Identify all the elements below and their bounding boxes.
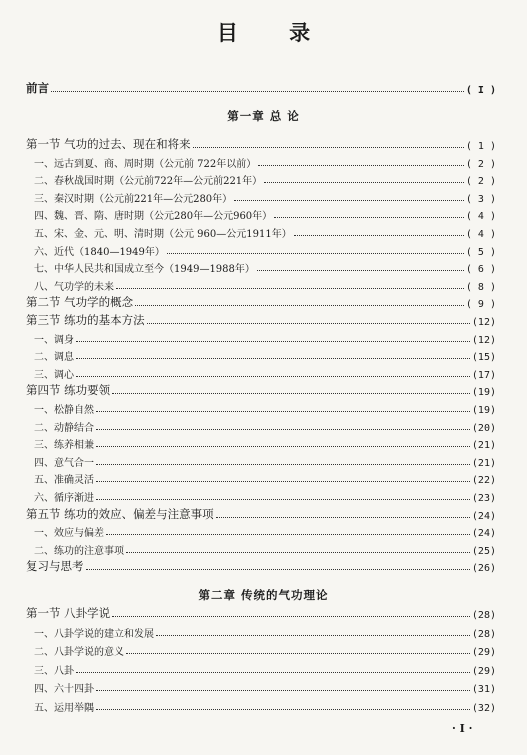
leader-dots (96, 411, 470, 412)
leader-dots (76, 672, 470, 673)
toc-entry-page: (19) (471, 405, 496, 416)
toc-entry[interactable] (34, 347, 496, 363)
toc-entry[interactable] (34, 435, 496, 451)
leader-dots (96, 690, 470, 691)
toc-entry-page: ( 9 ) (465, 299, 496, 311)
toc-entry-page: ( 5 ) (465, 246, 496, 258)
toc-entry-label: 八、气功学的未来 (34, 281, 114, 293)
toc-entry[interactable] (34, 679, 496, 695)
toc-entry-page: ( 8 ) (465, 281, 496, 293)
leader-dots (96, 464, 470, 465)
leader-dots (96, 429, 470, 430)
toc-entry-label: 四、魏、晋、隋、唐时期（公元280年—公元960年） (34, 211, 273, 223)
page-number: · Ⅰ · (452, 722, 473, 735)
leader-dots (106, 534, 470, 535)
toc-entry[interactable] (34, 206, 496, 222)
toc-entry-label: 一、调身 (34, 334, 74, 346)
leader-dots (96, 709, 470, 710)
toc-entry-label: 一、松静自然 (34, 405, 94, 416)
toc-entry-page: ( 2 ) (465, 158, 496, 170)
leader-dots (76, 341, 470, 342)
leader-dots (294, 235, 464, 236)
toc-entry-label: 第四节 练功要领 (26, 383, 111, 398)
toc-entry[interactable] (26, 558, 496, 574)
toc-entry[interactable] (34, 523, 496, 539)
leader-dots (126, 653, 470, 654)
toc-entry-label: 第二节 气功学的概念 (26, 295, 134, 310)
toc-entry[interactable] (34, 470, 496, 486)
leader-dots (257, 270, 464, 271)
toc-entry-label: 一、效应与偏差 (34, 528, 104, 540)
toc-entry-label: 复习与思考 (26, 559, 84, 574)
toc-entry-label: 五、准确灵活 (34, 475, 94, 487)
toc-entry-page: (12) (471, 317, 496, 328)
leader-dots (156, 635, 470, 636)
toc-entry-page: ( 3 ) (465, 193, 496, 205)
chapter-heading: 第二章 传统的气功理论 (198, 588, 329, 602)
toc-entry[interactable] (34, 259, 496, 275)
toc-entry-label: 一、八卦学说的建立和发展 (34, 628, 154, 640)
toc-entry-label: 前言 (26, 81, 49, 95)
leader-dots (96, 499, 470, 500)
toc-entry-label: 二、八卦学说的意义 (34, 647, 124, 659)
toc-entry-page: (21) (471, 440, 496, 452)
toc-entry-label: 第五节 练功的效应、偏差与注意事项 (26, 506, 214, 521)
toc-entry-label: 三、秦汉时期（公元前221年—公元280年） (34, 193, 233, 205)
toc-entry-label: 三、八卦 (34, 665, 74, 677)
toc-entry-label: 第一节 气功的过去、现在和将来 (26, 137, 191, 151)
leader-dots (96, 446, 470, 447)
toc-entry-page: (12) (471, 334, 496, 346)
toc-entry[interactable] (26, 506, 496, 522)
toc-entry[interactable] (26, 312, 496, 328)
toc-entry[interactable] (34, 541, 496, 557)
toc-entry-page: (23) (471, 493, 496, 504)
toc-entry[interactable] (34, 242, 496, 258)
toc-entry-preface[interactable] (26, 80, 496, 96)
toc-entry[interactable] (34, 661, 496, 677)
toc-entry-page: (20) (471, 422, 496, 434)
toc-entry[interactable] (34, 277, 496, 293)
toc-entry[interactable] (34, 171, 496, 187)
toc-entry-label: 五、宋、金、元、明、清时期（公元 960—公元1911年） (34, 229, 292, 240)
toc-entry-page: ( 4 ) (465, 229, 496, 240)
leader-dots (96, 481, 470, 482)
toc-entry-label: 第一节 八卦学说 (26, 606, 111, 620)
leader-dots (274, 217, 464, 218)
toc-entry[interactable] (34, 400, 496, 416)
toc-entry-label: 四、六十四卦 (34, 684, 94, 696)
toc-entry[interactable] (26, 294, 496, 310)
toc-entry-page: ( 4 ) (465, 211, 496, 223)
leader-dots (51, 91, 464, 92)
leader-dots (167, 253, 464, 254)
toc-entry-label: 六、近代（1840—1949年） (34, 246, 165, 258)
toc-entry-page: (29) (471, 665, 496, 677)
toc-entry[interactable] (34, 189, 496, 205)
toc-entry-page: ( 1 ) (465, 141, 496, 152)
leader-dots (216, 517, 470, 518)
toc-entry-label: 三、调心 (34, 369, 74, 381)
toc-entry-page: (29) (471, 647, 496, 659)
toc-entry[interactable] (34, 453, 496, 469)
toc-entry-page: ( I ) (465, 85, 496, 96)
toc-entry[interactable] (34, 642, 496, 658)
leader-dots (258, 165, 464, 166)
leader-dots (86, 569, 470, 570)
leader-dots (112, 616, 470, 617)
leader-dots (76, 358, 470, 359)
toc-entry[interactable] (34, 154, 496, 170)
toc-entry-page: (25) (471, 545, 496, 557)
leader-dots (116, 288, 464, 289)
toc-entry-page: (24) (471, 510, 496, 522)
toc-entry-label: 二、练功的注意事项 (34, 545, 124, 557)
leader-dots (76, 376, 470, 377)
toc-entry-label: 四、意气合一 (34, 457, 94, 469)
leader-dots (234, 200, 464, 201)
toc-entry-label: 六、循序渐进 (34, 493, 94, 504)
toc-entry-label: 五、运用举隅 (34, 703, 94, 714)
toc-entry[interactable] (34, 224, 496, 240)
toc-entry[interactable] (34, 365, 496, 381)
toc-entry-page: (17) (471, 369, 496, 381)
toc-entry-page: (32) (471, 703, 496, 714)
toc-entry-page: (24) (471, 528, 496, 540)
toc-entry-page: ( 6 ) (465, 264, 496, 276)
leader-dots (126, 552, 470, 553)
leader-dots (147, 323, 470, 324)
toc-entry-page: (26) (471, 563, 496, 575)
toc-entry-page: (21) (471, 457, 496, 469)
toc-entry[interactable] (34, 488, 496, 504)
toc-entry-label: 二、动静结合 (34, 422, 94, 434)
leader-dots (264, 182, 464, 183)
toc-entry-page: (19) (471, 387, 496, 399)
toc-entry-page: ( 2 ) (465, 176, 496, 188)
toc-entry-label: 二、春秋战国时期（公元前722年—公元前221年） (34, 176, 263, 188)
chapter-heading: 第一章 总 论 (227, 109, 300, 123)
toc-entry-page: (28) (471, 610, 496, 621)
toc-entry-label: 七、中华人民共和国成立至今（1949—1988年） (34, 264, 255, 276)
toc-entry-label: 二、调息 (34, 352, 74, 364)
leader-dots (112, 393, 470, 394)
toc-entry-page: (28) (471, 628, 496, 640)
toc-entry-label: 一、远古到夏、商、周时期（公元前 722年以前） (34, 158, 257, 170)
toc-entry-label: 三、练养相兼 (34, 440, 94, 452)
page-title: 目 录 (216, 21, 333, 45)
toc-entry-label: 第三节 练功的基本方法 (26, 313, 145, 327)
toc-entry[interactable] (26, 136, 496, 152)
toc-entry[interactable] (26, 382, 496, 398)
toc-entry[interactable] (34, 624, 496, 640)
toc-entry[interactable] (26, 605, 496, 621)
leader-dots (193, 147, 464, 148)
toc-entry-page: (15) (471, 352, 496, 364)
toc-entry[interactable] (34, 330, 496, 346)
toc-entry[interactable] (34, 698, 496, 714)
toc-entry-page: (22) (471, 475, 496, 487)
toc-entry[interactable] (34, 418, 496, 434)
toc-entry-page: (31) (471, 684, 496, 696)
leader-dots (135, 305, 464, 306)
